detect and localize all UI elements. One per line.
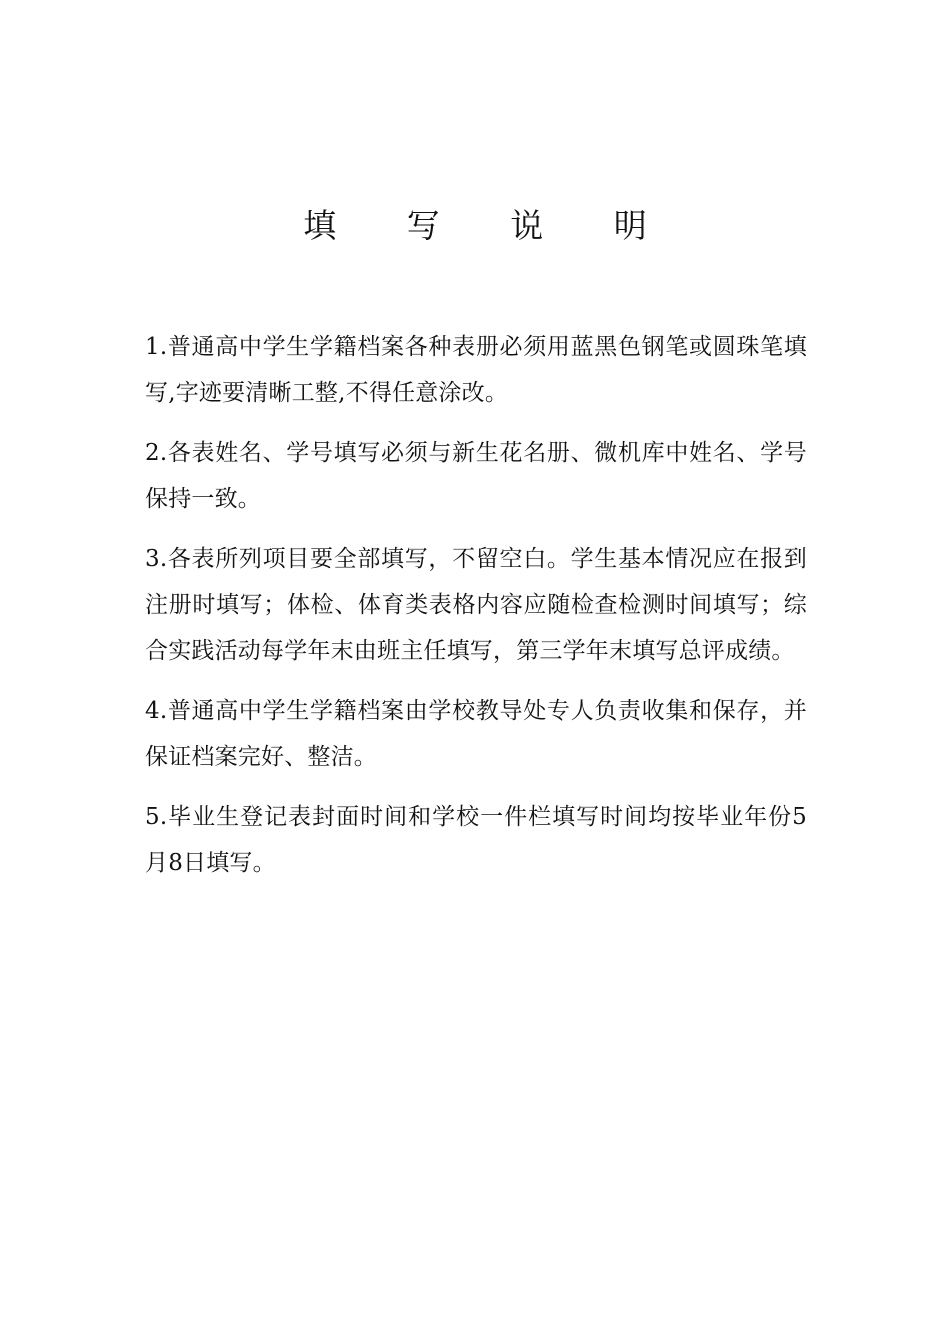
page-title: 填 写 说 明 (303, 206, 677, 245)
instruction-item-3: 3.各表所列项目要全部填写，不留空白。学生基本情况应在报到注册时填写；体检、体育类表格内容应随检查检测时间填写；综合实践活动每学年末由班主任填写，第三学年末填写总评成绩。 (145, 546, 807, 664)
instructions-list (145, 324, 807, 900)
instruction-item-4: 4.普通高中学生学籍档案由学校教导处专人负责收集和保存，并保证档案完好、整洁。 (145, 698, 807, 770)
instruction-item-2: 2.各表姓名、学号填写必须与新生花名册、微机库中姓名、学号保持一致。 (145, 440, 807, 512)
instruction-item-5: 5.毕业生登记表封面时间和学校一件栏填写时间均按毕业年份5月8日填写。 (145, 804, 807, 876)
instruction-item-1: 1.普通高中学生学籍档案各种表册必须用蓝黑色钢笔或圆珠笔填写,字迹要清晰工整,不得任意涂改。 (145, 334, 807, 406)
